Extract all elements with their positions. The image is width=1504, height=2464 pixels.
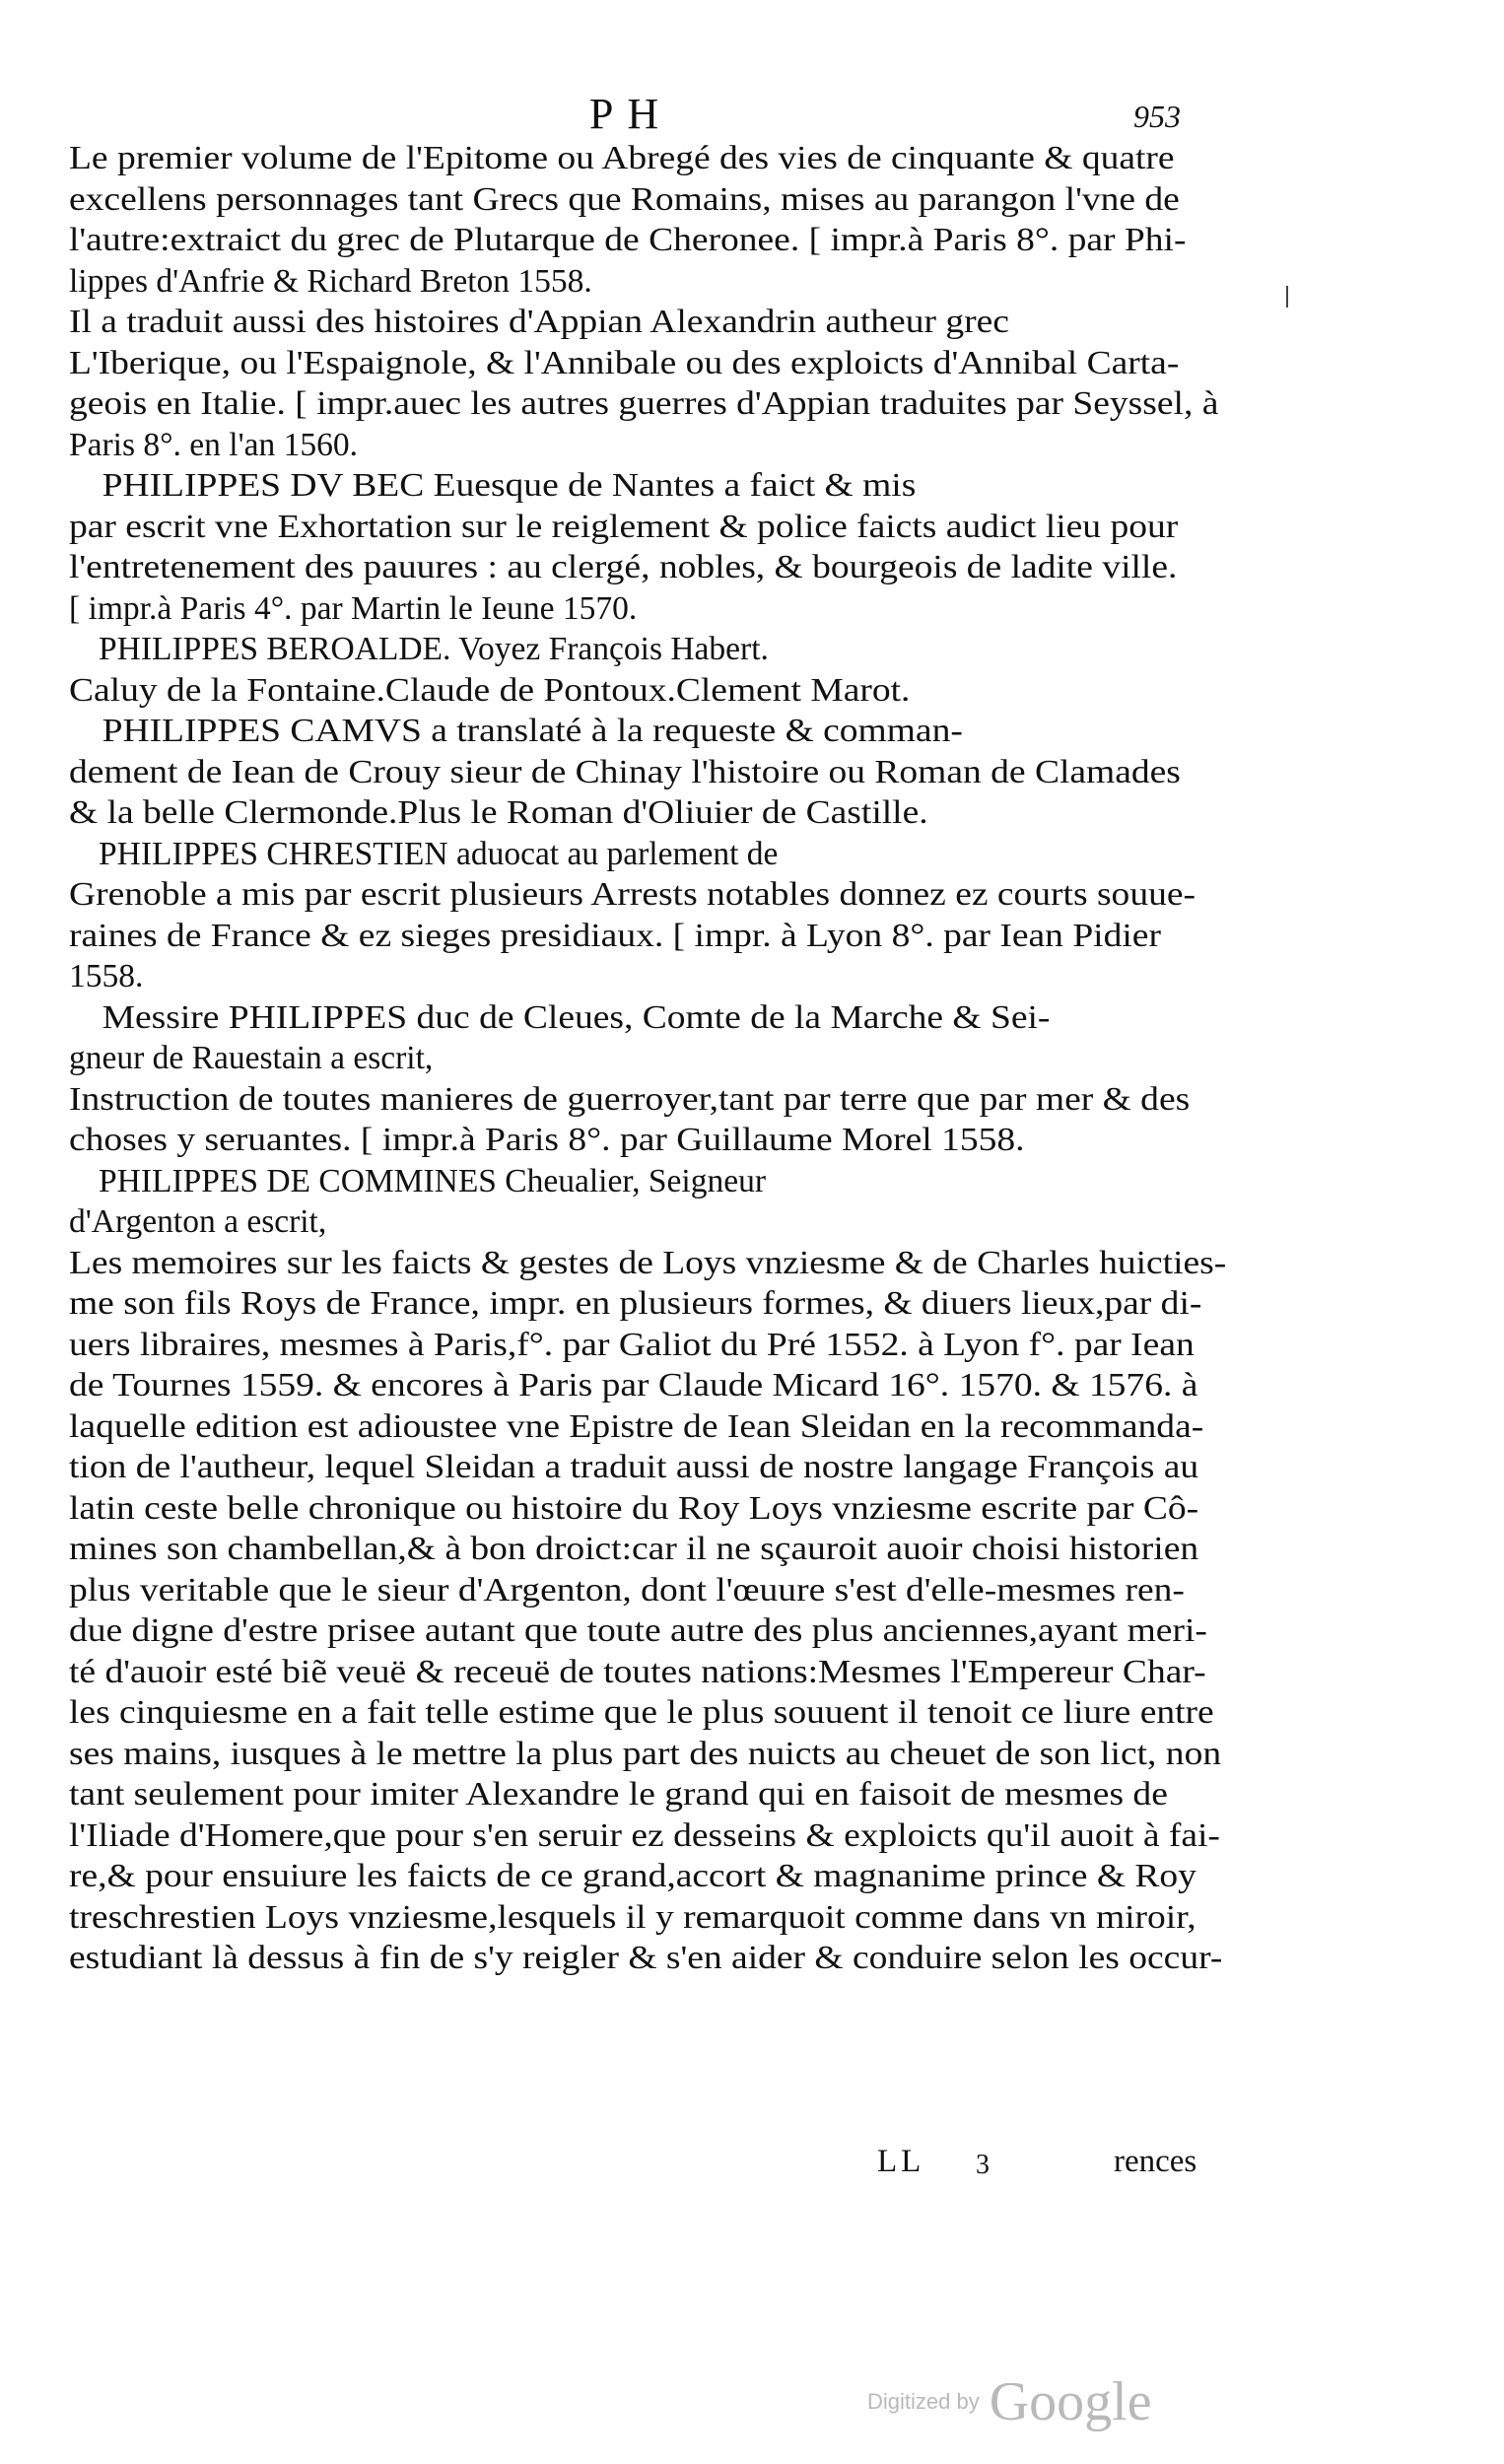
text-line: excellens personnages tant Grecs que Romains, mises au parangon l'vne de [69, 180, 1180, 218]
text-line: geois en Italie. [ impr.auec les autres guerres d'Appian traduites par Seyssel, à [69, 385, 1219, 422]
text-line: re,& pour ensuiure les faicts de ce grand,accort & magnanime prince & Roy [69, 1858, 1196, 1894]
text-line: de Tournes 1559. & encores à Paris par Claude Micard 16°. 1570. & 1576. à [69, 1367, 1198, 1403]
text-line: Paris 8°. en l'an 1560. [69, 426, 358, 463]
text-line: 1558. [69, 958, 144, 994]
entry-heading-line: Messire PHILIPPES duc de Cleues, Comte de la Marche & Sei- [102, 998, 1051, 1036]
body-text [69, 138, 1232, 2019]
text-line: Les memoires sur les faicts & gestes de Loys vnziesme & de Charles huicties- [69, 1244, 1227, 1281]
running-head [0, 79, 1504, 138]
entry-heading-line: PHILIPPES BEROALDE. Voyez François Habert. [99, 631, 769, 667]
text-line: treschrestien Loys vnziesme,lesquels il y remarquoit comme dans vn miroir, [69, 1898, 1196, 1936]
google-logo: Google [989, 2371, 1152, 2432]
text-line: gneur de Rauestain a escrit, [69, 1040, 434, 1076]
text-line: dement de Iean de Crouy sieur de Chinay l'histoire ou Roman de Clamades [69, 753, 1181, 790]
text-line: l'entretenement des pauures : au clergé, nobles, & bourgeois de ladite ville. [69, 549, 1178, 585]
text-line: Grenoble a mis par escrit plusieurs Arrests notables donnez ez courts souue- [69, 876, 1196, 913]
digitized-watermark [867, 2370, 1152, 2430]
text-line: [ impr.à Paris 4°. par Martin le Ieune 1570. [69, 589, 638, 627]
signature-number: 3 [976, 2150, 990, 2180]
text-line: estudiant là dessus à fin de s'y reigler & s'en aider & conduire selon les occur- [69, 1940, 1223, 1976]
text-line: l'Iliade d'Homere,que pour s'en seruir ez desseins & exploicts qu'il auoit à fai- [69, 1816, 1220, 1854]
text-line: les cinquiesme en a fait telle estime que le plus souuent il tenoit ce liure entre [69, 1694, 1214, 1731]
text-line: L'Iberique, ou l'Espaignole, & l'Annibale ou des exploicts d'Annibal Carta- [69, 344, 1180, 381]
text-line: Il a traduit aussi des histoires d'Appian Alexandrin autheur grec [69, 304, 1009, 340]
text-line [69, 1979, 1232, 2020]
text-line: ses mains, iusques à le mettre la plus part des nuicts au cheuet de son lict, non [69, 1735, 1222, 1772]
text-line: Caluy de la Fontaine.Claude de Pontoux.Clement Marot. [69, 671, 911, 709]
entry-heading-line: PHILIPPES DV BEC Euesque de Nantes a faict & mis [102, 467, 917, 504]
text-line: due digne d'estre prisee autant que toute autre des plus anciennes,ayant meri- [69, 1612, 1207, 1649]
text-line: tion de l'autheur, lequel Sleidan a traduit aussi de nostre langage François au [69, 1449, 1199, 1485]
text-line: mines son chambellan,& à bon droict:car il ne sçauroit auoir choisi historien [69, 1531, 1199, 1567]
text-line: laquelle edition est adioustee vne Epistre de Iean Sleidan en la recommanda- [69, 1407, 1204, 1445]
watermark-prefix: Digitized by [867, 2389, 980, 2414]
running-title: PH [588, 90, 673, 138]
entry-heading-line: PHILIPPES DE COMMINES Cheualier, Seigneur [99, 1162, 767, 1199]
catchword: rences [1114, 2144, 1197, 2179]
text-line: tant seulement pour imiter Alexandre le grand qui en faisoit de mesmes de [69, 1776, 1168, 1813]
text-line: choses y seruantes. [ impr.à Paris 8°. par Guillaume Morel 1558. [69, 1122, 1025, 1158]
text-line: par escrit vne Exhortation sur le reiglement & police faicts audict lieu pour [69, 508, 1179, 545]
catchline [0, 2144, 1504, 2193]
text-line: raines de France & ez sieges presidiaux. [ impr. à Lyon 8°. par Iean Pidier [69, 917, 1161, 954]
text-line: me son fils Roys de France, impr. en plusieurs formes, & diuers lieux,par di- [69, 1285, 1202, 1322]
text-line: plus veritable que le sieur d'Argenton, dont l'œuure s'est d'elle-mesmes ren- [69, 1571, 1185, 1608]
entry-heading-line: PHILIPPES CHRESTIEN aduocat au parlement de [99, 835, 779, 872]
text-line: uers libraires, mesmes à Paris,f°. par Galiot du Pré 1552. à Lyon f°. par Iean [69, 1326, 1195, 1363]
text-line: & la belle Clermonde.Plus le Roman d'Oliuier de Castille. [69, 794, 928, 831]
text-line: Instruction de toutes manieres de guerroyer,tant par terre que par mer & des [69, 1080, 1191, 1118]
text-line: té d'auoir esté biẽ veuë & receuë de toutes nations:Mesmes l'Empereur Char- [69, 1653, 1206, 1690]
text-line: latin ceste belle chronique ou histoire du Roy Loys vnziesme escrite par Cô- [69, 1489, 1199, 1527]
text-line: d'Argenton a escrit, [69, 1203, 327, 1240]
text-line: l'autre:extraict du grec de Plutarque de Cheronee. [ impr.à Paris 8°. par Phi- [69, 222, 1187, 258]
entry-heading-line: PHILIPPES CAMVS a translaté à la requeste & comman- [102, 713, 963, 749]
text-line: lippes d'Anfrie & Richard Breton 1558. [69, 262, 592, 300]
page-number: 953 [1133, 99, 1181, 134]
text-line: Le premier volume de l'Epitome ou Abregé des vies de cinquante & quatre [69, 140, 1175, 176]
signature-mark: LL [877, 2144, 925, 2179]
